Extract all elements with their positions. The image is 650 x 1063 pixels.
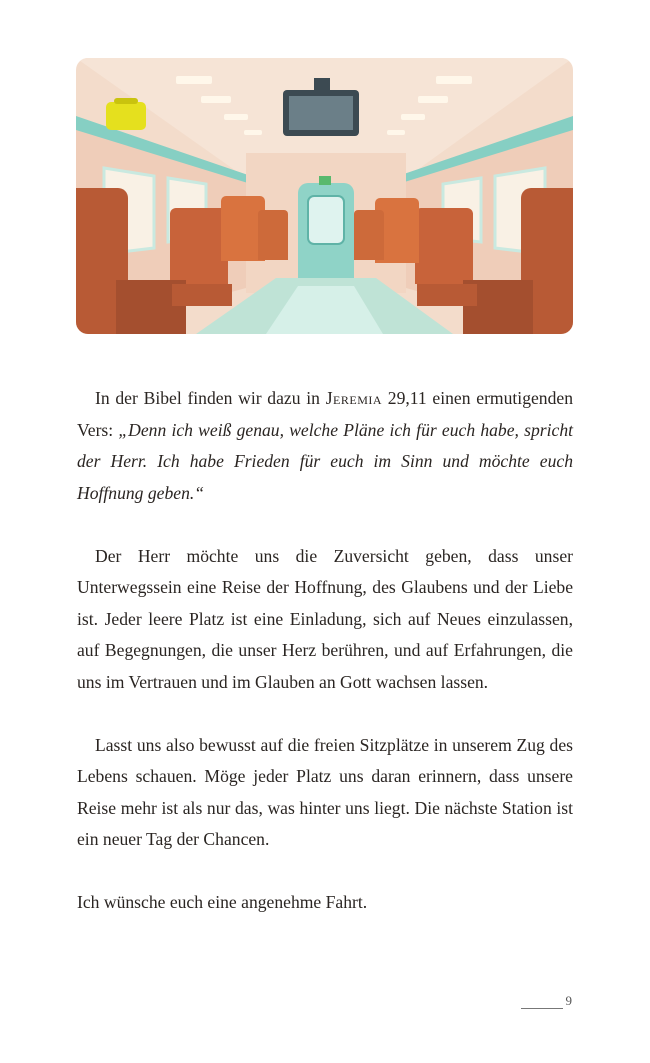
luggage-icon — [106, 102, 146, 130]
bible-quote: „Denn ich weiß genau, welche Pläne ich für euch habe, spricht der Herr. Ich habe Frieden für euch im Sinn und möchte euch Hoffnung geben.“ — [77, 419, 574, 503]
bible-reference: Jeremia — [325, 388, 383, 408]
body-text — [77, 383, 573, 919]
paragraph-3: Lasst uns also bewusst auf die freien Sitzplätze in unserem Zug des Lebens schauen. Möge jeder Platz uns daran erinnern, dass unsere Reise mehr ist als nur das, was hinter uns liegt. Die nächste Station ist ein neuer Tag der Chancen. — [77, 734, 573, 849]
page-footer — [521, 993, 573, 1009]
footer-rule — [521, 996, 563, 1009]
p1-text-cont: 29,11 einen ermutigenden Vers: — [77, 388, 573, 440]
paragraph-2: Der Herr möchte uns die Zuversicht geben, dass unser Unterwegssein eine Reise der Hoffnung, des Glaubens und der Liebe ist. Jeder leere Platz ist eine Einladung, sich auf Neues einzulassen, auf Begegnungen, die unser Herz berühren, und auf Erfahrungen, die uns im Vertrauen und im Glauben an Gott wachsen lassen. — [77, 545, 573, 692]
paragraph-1 — [77, 383, 573, 509]
paragraph-4: Ich wünsche euch eine angenehme Fahrt. — [77, 892, 368, 912]
train-interior-illustration — [76, 58, 573, 334]
p1-text: In der Bibel finden wir dazu in — [95, 388, 326, 408]
page-number: 9 — [565, 993, 572, 1008]
